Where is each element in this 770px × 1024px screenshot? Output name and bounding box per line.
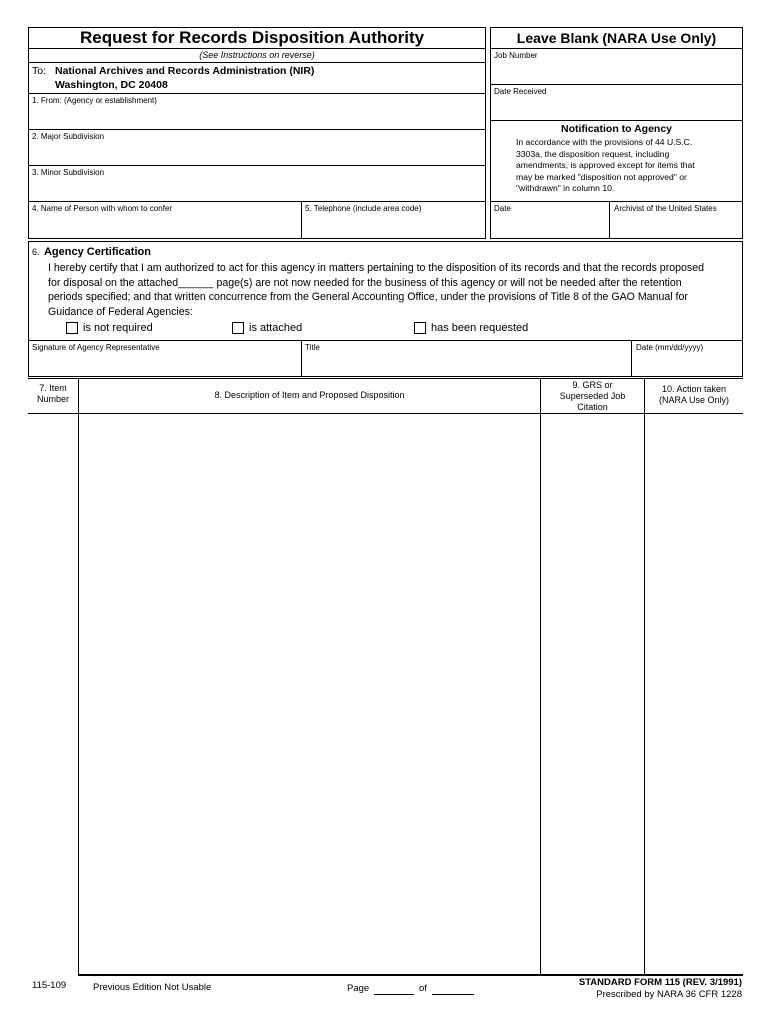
notification-line: amendments, is approved except for items that [516,160,695,170]
checkbox-attached-label: is attached [249,322,303,334]
from-field-label: 1. From: (Agency or establishment) [32,96,157,105]
nara-date-label: Date [494,204,511,213]
item-number-header [28,383,78,405]
footer-rule [78,974,743,976]
notification-line: may be marked "disposition not approved" or [516,171,687,182]
to-label: To: [32,65,47,77]
checkbox-not-required[interactable] [66,322,78,334]
divider [490,120,743,121]
notification-title: Notification to Agency [560,123,673,135]
signature-label: Signature of Agency Representative [32,343,160,352]
major-subdivision-label: 2. Major Subdivision [32,132,105,141]
divider [490,84,743,85]
divider [28,129,486,130]
page-label: Page [347,983,370,994]
divider [28,340,743,341]
divider [609,201,610,239]
form-title: Request for Records Disposition Authority [80,28,425,47]
form-subtitle: (See Instructions on reverse) [199,50,315,60]
divider [490,201,743,202]
previous-edition-note: Previous Edition Not Usable [93,982,212,993]
form-code: 115-109 [32,980,67,991]
certification-statement [48,261,742,319]
divider [490,48,743,49]
minor-subdivision-label: 3. Minor Subdivision [32,168,105,177]
certification-line: I hereby certify that I am authorized to act for this agency in matters pertaining to the disposition of its records and that the records proposed [48,262,704,274]
divider [28,201,486,202]
grs-citation-column-area[interactable] [541,414,644,973]
contact-person-field[interactable] [29,214,299,238]
description-header: 8. Description of Item and Proposed Disposition [214,390,405,400]
certification-line: periods specified; and that written concurrence from the General Accounting Office, under the provisions of Title 8 of the GAO Manual for [48,291,688,303]
nara-block-title: Leave Blank (NARA Use Only) [516,30,717,46]
checkbox-has-been-requested[interactable] [414,322,426,334]
certification-heading [32,242,151,260]
checkbox-has-been-requested-label: has been requested [431,322,529,334]
major-subdivision-field[interactable] [29,142,485,164]
certification-line: for disposal on the attached______ page(s) are not now needed for the business of this agency or will not be needed after the retention [48,276,682,289]
notification-line: 3303a, the disposition request, including [516,148,670,159]
to-address-line2: Washington, DC 20408 [55,79,168,91]
standard-form-label: STANDARD FORM 115 (REV. 3/1991) [578,977,742,988]
action-taken-column-area[interactable] [645,414,743,973]
grs-header-line: 9. GRS or [572,380,613,390]
notification-line: "withdrawn" in column 10. [516,183,615,193]
to-address-line1: National Archives and Records Administration (NIR) [55,65,315,77]
date-label: Date (mm/dd/yyyy) [636,343,704,352]
divider [28,62,486,63]
checkbox-attached[interactable] [232,322,244,334]
action-header-line: (NARA Use Only) [658,395,729,405]
archivist-label: Archivist of the United States [614,204,717,213]
job-number-label: Job Number [494,51,538,60]
table-header-top-rule [28,378,743,379]
title-label: Title [305,343,320,352]
description-column-area[interactable] [79,414,540,973]
item-number-header-line: 7. Item [39,383,67,393]
signature-field[interactable] [29,353,299,376]
title-field[interactable] [302,353,629,376]
certification-number: 6. [32,247,40,257]
divider [28,93,486,94]
divider [28,48,486,49]
contact-person-label: 4. Name of Person with whom to confer [32,204,173,213]
telephone-field[interactable] [302,214,485,238]
notification-line: In accordance with the provisions of 44 U.S.C. [516,137,693,147]
action-header-line: 10. Action taken [661,384,727,394]
notification-text [516,137,741,195]
from-field[interactable] [29,106,485,128]
telephone-label: 5. Telephone (include area code) [305,204,422,213]
page-total-field[interactable] [432,994,474,995]
item-number-column-area[interactable] [28,414,78,973]
date-field[interactable] [632,353,742,376]
certification-title: Agency Certification [43,246,151,258]
page-number-field[interactable] [374,994,414,995]
date-received-label: Date Received [494,87,547,96]
grs-citation-header [541,380,644,413]
action-taken-header [645,384,743,406]
grs-header-line: Citation [577,402,608,412]
certification-line: Guidance of Federal Agencies: [48,305,193,318]
of-label: of [419,983,427,994]
checkbox-not-required-label: is not required [83,322,153,334]
prescribed-by-label: Prescribed by NARA 36 CFR 1228 [596,989,742,1000]
grs-header-line: Superseded Job [559,391,626,401]
divider [28,165,486,166]
item-number-header-line: Number [36,394,69,404]
minor-subdivision-field[interactable] [29,178,485,200]
